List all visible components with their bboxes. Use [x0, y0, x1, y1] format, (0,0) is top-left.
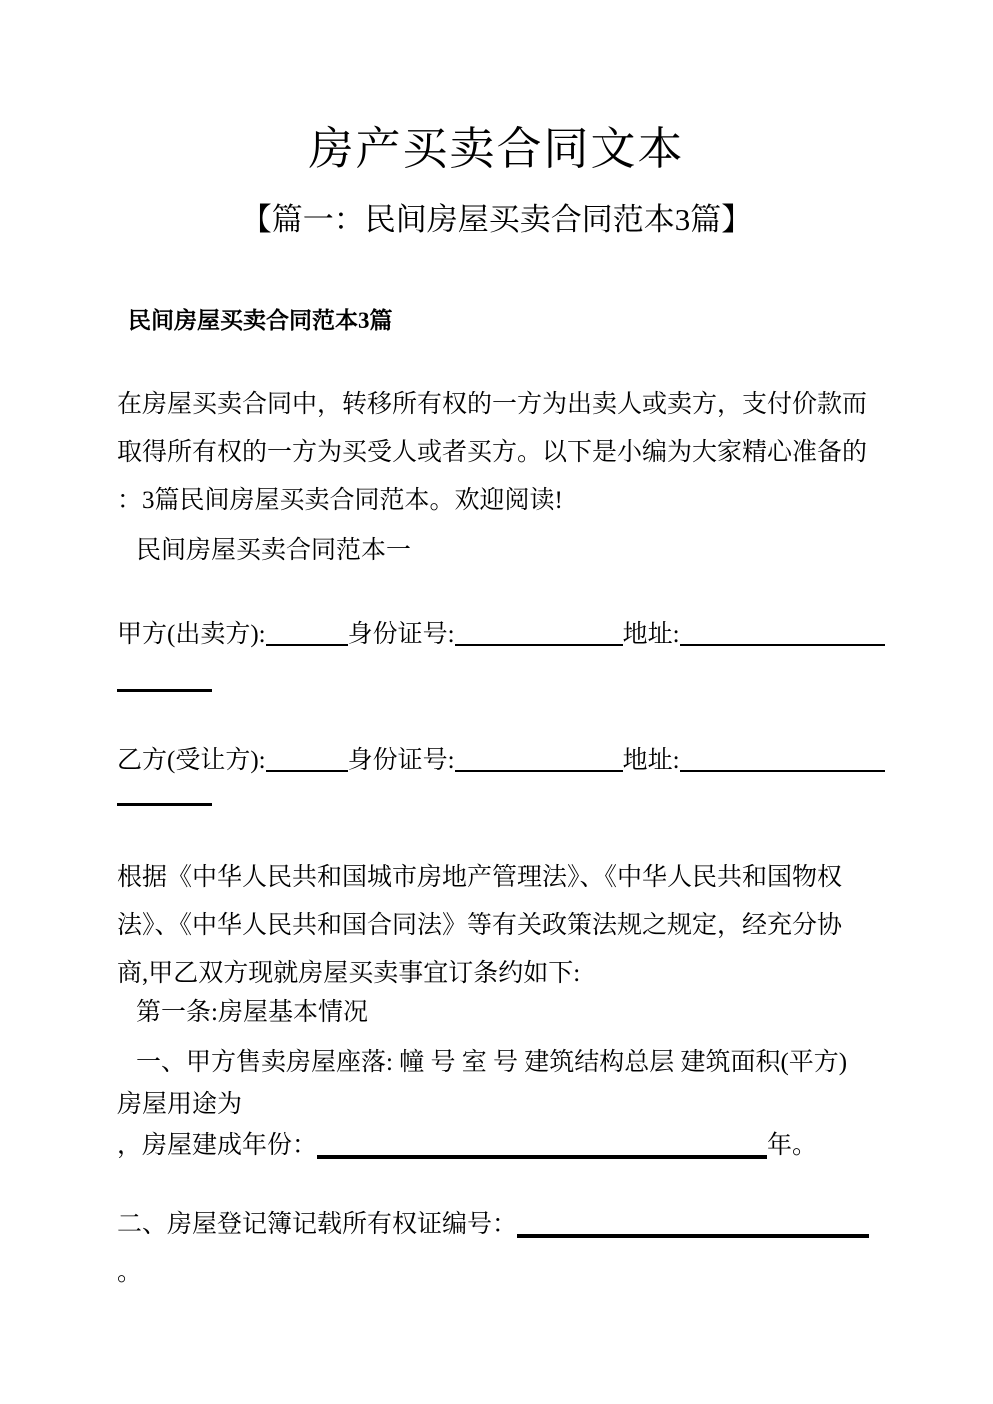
item-one-line-2: 房屋用途为	[117, 1091, 243, 1118]
item-two-line	[117, 1210, 869, 1240]
trailing-period: 。	[117, 1259, 143, 1286]
legal-line-1: 根据《中华人民共和国城市房地产管理法》、《中华人民共和国物权	[117, 864, 843, 891]
legal-line-3: 商,甲乙双方现就房屋买卖事宜订条约如下:	[117, 960, 581, 987]
legal-line-2: 法》、《中华人民共和国合同法》等有关政策法规之规定，经充分协	[117, 912, 843, 939]
build-year-prefix: ，房屋建成年份：	[117, 1132, 318, 1159]
party-a-line	[117, 620, 885, 650]
build-year-blank	[317, 1133, 767, 1159]
intro-line-3: ：3篇民间房屋买卖合同范本。欢迎阅读!	[117, 487, 563, 514]
party-b-line	[117, 746, 885, 776]
intro-line-2: 取得所有权的一方为买受人或者买方。以下是小编为大家精心准备的	[117, 439, 868, 466]
party-b-address-blank	[680, 748, 885, 772]
sample-one-heading: 民间房屋买卖合同范本一	[136, 537, 412, 564]
party-a-name-label: 甲方(出卖方):	[117, 621, 266, 648]
build-year-line	[117, 1131, 817, 1161]
party-b-name-blank	[266, 748, 348, 772]
party-a-address-blank	[680, 622, 885, 646]
build-year-suffix: 年。	[767, 1132, 818, 1159]
intro-line-1: 在房屋买卖合同中，转移所有权的一方为出卖人或卖方，支付价款而	[117, 391, 868, 418]
party-a-continuation-blank	[117, 689, 212, 692]
party-b-id-blank	[455, 748, 623, 772]
section-heading: 【篇一：民间房屋买卖合同范本3篇】	[240, 202, 753, 237]
party-a-name-blank	[266, 622, 348, 646]
party-a-address-label: 地址:	[622, 621, 680, 648]
item-two-label: 二、房屋登记簿记载所有权证编号：	[117, 1211, 518, 1238]
party-b-id-label: 身份证号:	[347, 747, 455, 774]
party-a-id-blank	[455, 622, 623, 646]
party-b-continuation-blank	[117, 803, 212, 806]
item-one-line-1: 一、甲方售卖房屋座落: 幢 号 室 号 建筑结构总层 建筑面积(平方)	[136, 1049, 848, 1076]
party-b-name-label: 乙方(受让方):	[117, 747, 266, 774]
clause-one-heading: 第一条:房屋基本情况	[136, 999, 368, 1026]
party-a-id-label: 身份证号:	[347, 621, 455, 648]
subheading: 民间房屋买卖合同范本3篇	[128, 308, 393, 333]
document-title: 房产买卖合同文本	[308, 124, 685, 174]
party-b-address-label: 地址:	[622, 747, 680, 774]
item-two-blank	[517, 1212, 869, 1238]
